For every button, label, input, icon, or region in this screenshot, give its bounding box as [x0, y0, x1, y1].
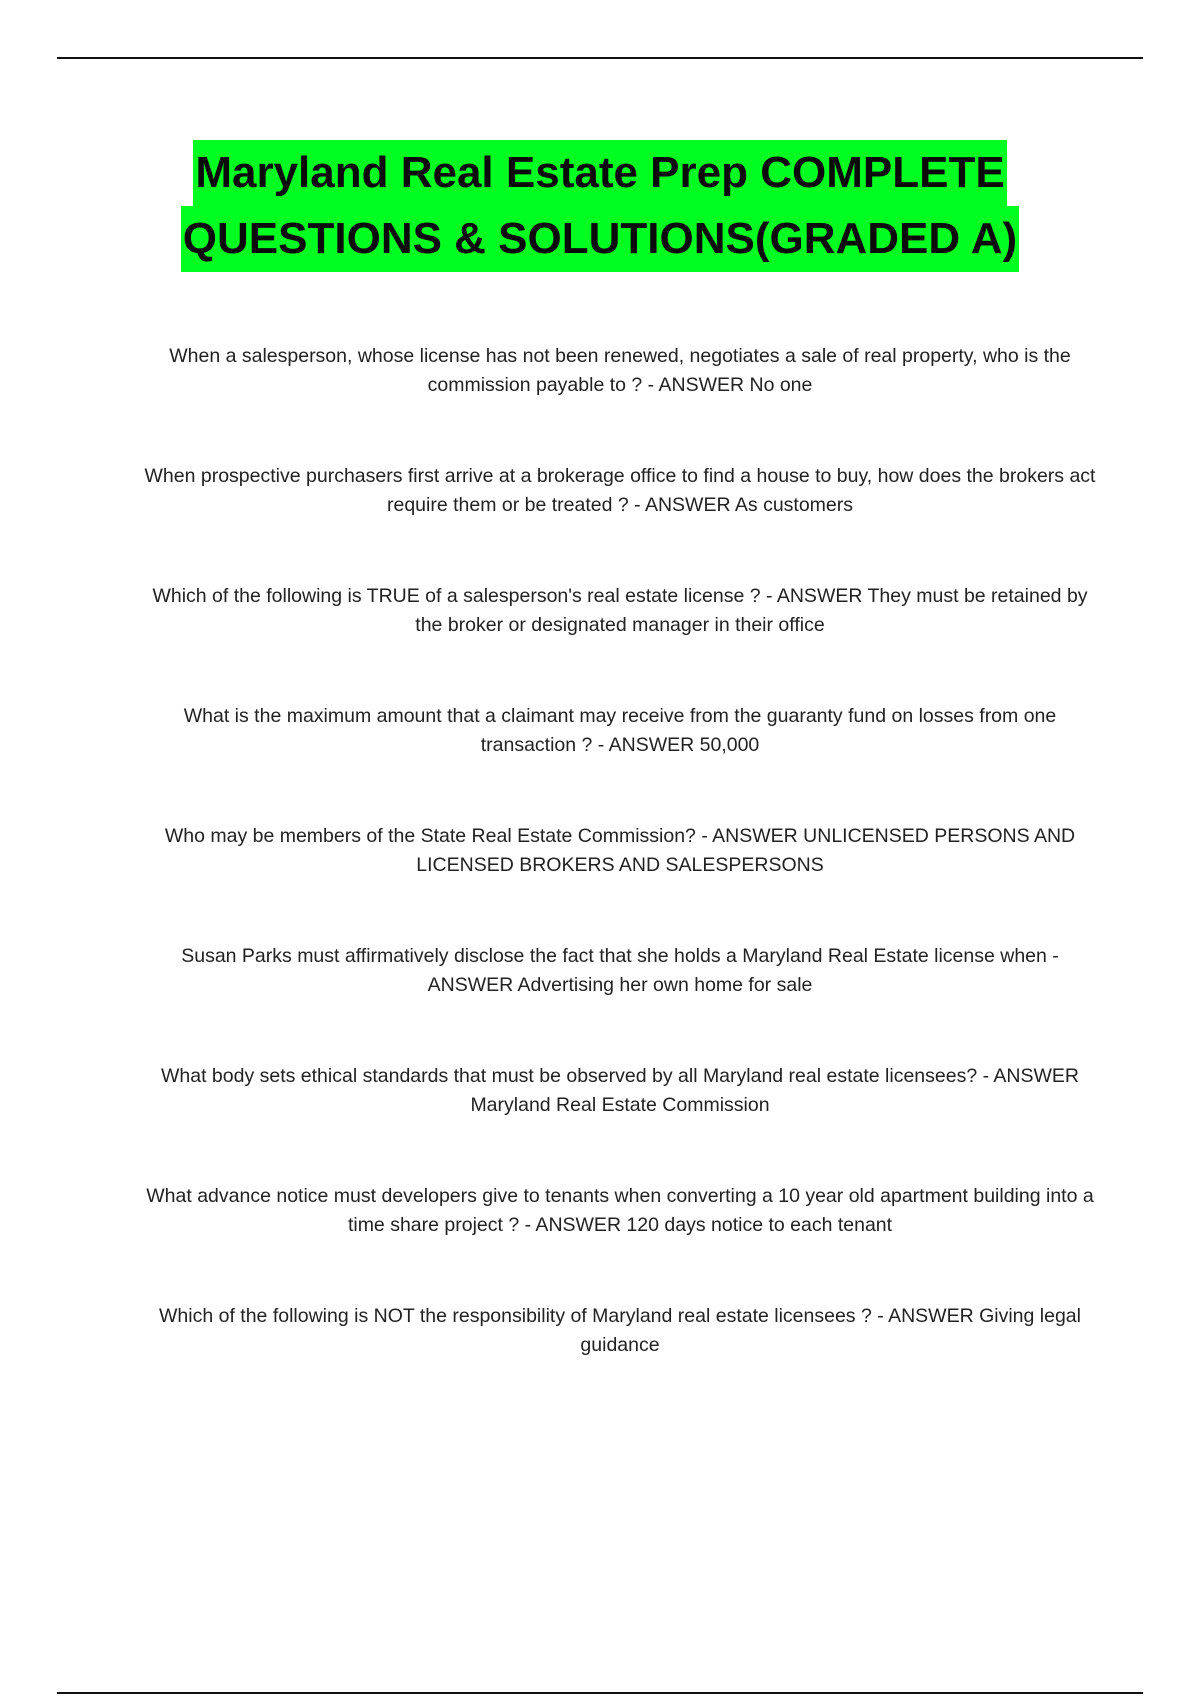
- top-rule: [57, 57, 1143, 59]
- title-line-1: Maryland Real Estate Prep COMPLETE: [193, 140, 1006, 206]
- bottom-rule: [57, 1692, 1143, 1694]
- qa-item: When prospective purchasers first arrive at a brokerage office to find a house to buy, how does the brokers act require them or be treated ? - ANSWER As customers: [144, 465, 1096, 516]
- qa-item: When a salesperson, whose license has not been renewed, negotiates a sale of real property, who is the commission payable to ? - ANSWER No one: [169, 345, 1071, 396]
- title-line-2: QUESTIONS & SOLUTIONS(GRADED A): [181, 206, 1019, 272]
- qa-item: Which of the following is TRUE of a salesperson's real estate license ? - ANSWER They must be retained by the broker or designated manager in their office: [152, 585, 1088, 636]
- qa-item: Which of the following is NOT the responsibility of Maryland real estate licensees ? - ANSWER Giving legal guidance: [159, 1305, 1081, 1356]
- qa-item: What is the maximum amount that a claimant may receive from the guaranty fund on losses from one transaction ? - ANSWER 50,000: [183, 705, 1057, 756]
- qa-item: Who may be members of the State Real Estate Commission? - ANSWER UNLICENSED PERSONS AND LICENSED BROKERS AND SALESPERSONS: [164, 825, 1076, 876]
- qa-list: [140, 342, 1100, 1422]
- qa-item: What advance notice must developers give to tenants when converting a 10 year old apartment building into a time share project ? - ANSWER 120 days notice to each tenant: [146, 1185, 1094, 1236]
- qa-item: Susan Parks must affirmatively disclose the fact that she holds a Maryland Real Estate license when - ANSWER Advertising her own home for sale: [181, 945, 1059, 996]
- qa-item: What body sets ethical standards that must be observed by all Maryland real estate licensees? - ANSWER Maryland Real Estate Commission: [160, 1065, 1080, 1116]
- document-title: [80, 140, 1120, 272]
